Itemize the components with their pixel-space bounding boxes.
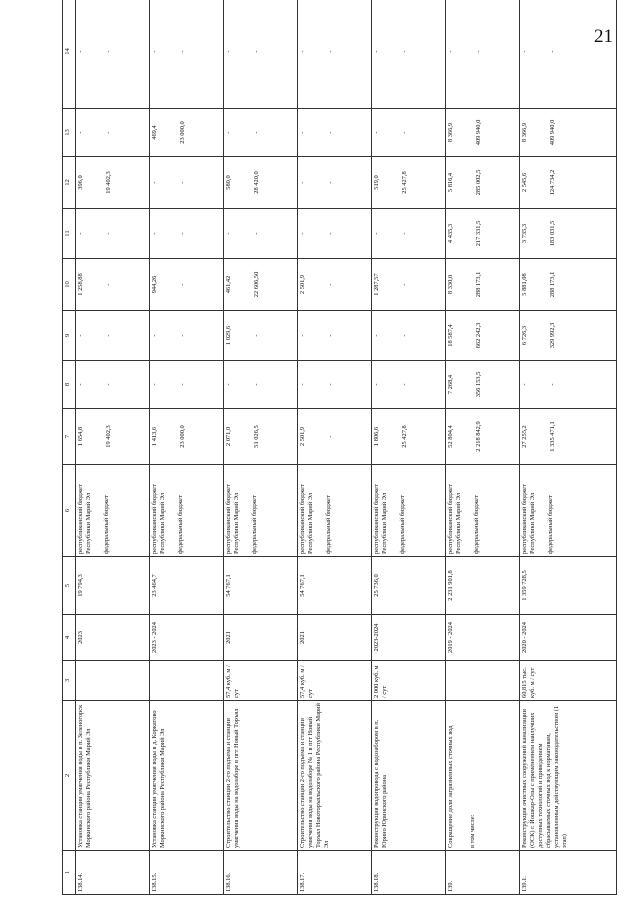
funding-value: - (299, 383, 307, 386)
value-cell (372, 361, 446, 409)
funding-value: 662 242,3 (475, 322, 483, 349)
funding-value: - (327, 181, 335, 184)
funding-value: - (549, 50, 557, 53)
funding-value: 5 881,08 (521, 273, 529, 296)
funding-value: 51 026,5 (253, 425, 261, 448)
funding-value: - (77, 383, 84, 386)
funding-value: - (401, 283, 409, 286)
funding-value: 285 002,5 (475, 169, 483, 196)
value-cell (372, 0, 446, 109)
funding-value: - (327, 131, 335, 134)
funding-value: - (105, 232, 112, 235)
value-cell (520, 259, 617, 311)
value-cell (520, 409, 617, 465)
value-cell (298, 157, 372, 209)
funding-value: 3 735,3 (521, 223, 529, 244)
value-cell (372, 311, 446, 361)
funding-value: - (373, 232, 381, 235)
col-header: 13 (63, 109, 76, 157)
funding-value: - (77, 334, 84, 337)
funding-value: - (105, 131, 112, 134)
row-capacity: 57,4 куб. м / сут (224, 661, 298, 701)
row-capacity (150, 661, 224, 701)
funding-value: 19 402,3 (105, 425, 112, 448)
funding-value: - (373, 383, 381, 386)
value-cell (446, 361, 520, 409)
row-capacity (446, 661, 520, 701)
row-name (298, 701, 372, 851)
value-cell (150, 157, 224, 209)
row-name (446, 701, 520, 851)
funding-value: 1 029,6 (225, 325, 233, 346)
value-cell (520, 0, 617, 109)
row-capacity (76, 661, 150, 701)
funding-source-label: федеральный бюджет (547, 495, 555, 554)
value-cell (76, 0, 150, 109)
table-row (520, 0, 617, 895)
funding-value: 409 940,0 (475, 119, 483, 146)
funding-source-label: республиканский бюджет Республики Марий Эл (151, 484, 167, 554)
funding-value: 23 000,0 (179, 425, 187, 448)
funding-value: 2 501,9 (299, 274, 307, 295)
col-header: 7 (63, 409, 76, 465)
funding-value: - (401, 334, 409, 337)
value-cell (224, 109, 298, 157)
col-header: 8 (63, 361, 76, 409)
funding-value: - (299, 334, 307, 337)
funding-value: - (151, 232, 159, 235)
funding-value: - (253, 50, 261, 53)
value-cell (298, 409, 372, 465)
value-cell (150, 109, 224, 157)
funding-value: 25 427,8 (401, 171, 409, 194)
funding-value: 580,0 (225, 175, 233, 190)
funding-value: 8 366,9 (521, 122, 529, 143)
funding-value: - (373, 50, 381, 53)
funding-value: 356 153,5 (475, 371, 483, 398)
value-cell (76, 109, 150, 157)
funding-value: - (327, 283, 335, 286)
funding-value: - (549, 383, 557, 386)
value-cell (150, 409, 224, 465)
funding-value: 519,0 (373, 175, 381, 190)
funding-value: 1 258,88 (77, 273, 84, 296)
row-total: 25 736,0 (372, 557, 446, 615)
table-row (224, 0, 298, 895)
row-name (150, 701, 224, 851)
table-row (298, 0, 372, 895)
funding-value: 1 654,8 (77, 426, 84, 447)
funding-source-label: федеральный бюджет (103, 495, 110, 554)
col-header: 14 (63, 0, 76, 109)
funding-source-label: федеральный бюджет (473, 495, 481, 554)
funding-value: 18 587,4 (447, 324, 455, 347)
value-cell (76, 157, 150, 209)
funding-value: - (299, 181, 307, 184)
funding-value: 52 804,4 (447, 425, 455, 448)
value-cell (446, 409, 520, 465)
col-header: 5 (63, 557, 76, 615)
row-sources (298, 465, 372, 557)
row-extra-text: в том числе: (469, 814, 477, 848)
row-name-text: Строительство станции 2-го подъема и станции умягчения воды на водозаборе № 1 в пгт Новый Торъял Новоторъяльского района Республики Марий Эл (299, 703, 331, 848)
funding-value: 6 726,3 (521, 325, 529, 346)
row-sources (446, 465, 520, 557)
col-header: 10 (63, 259, 76, 311)
funding-value: 28 420,0 (253, 171, 261, 194)
value-cell (298, 361, 372, 409)
funding-value: 2 071,0 (225, 426, 233, 447)
value-cell (372, 259, 446, 311)
funding-source-label: федеральный бюджет (177, 495, 185, 554)
value-cell (372, 209, 446, 259)
funding-value: 8 330,0 (447, 274, 455, 295)
value-cell (224, 209, 298, 259)
funding-source-label: республиканский бюджет Республики Марий Эл (373, 484, 389, 554)
funding-value: - (105, 283, 112, 286)
row-capacity: 2 000 куб. м / сут (372, 661, 446, 701)
funding-value: 2 501,9 (299, 426, 307, 447)
funding-value: - (521, 383, 529, 386)
value-cell (224, 259, 298, 311)
value-cell (372, 409, 446, 465)
row-name (76, 701, 150, 851)
value-cell (520, 209, 617, 259)
row-total: 19 794,3 (76, 557, 150, 615)
funding-source-label: республиканский бюджет Республики Марий Эл (225, 484, 241, 554)
funding-source-label: федеральный бюджет (399, 495, 407, 554)
col-header: 1 (63, 851, 76, 895)
col-header: 12 (63, 157, 76, 209)
value-cell (520, 361, 617, 409)
value-cell (76, 409, 150, 465)
funding-value: - (299, 131, 307, 134)
funding-value: 8 366,9 (447, 122, 455, 143)
row-name-text: Строительство станции 2-го подъема и станции умягчения воды на водозаборе в пгт Новый Торъял (225, 708, 241, 848)
funding-value: - (327, 232, 335, 235)
row-number: 139.1. (520, 851, 617, 895)
funding-value: 23 000,0 (179, 121, 187, 144)
value-cell (76, 259, 150, 311)
table-row (76, 0, 150, 895)
row-total: 54 767,1 (224, 557, 298, 615)
value-cell (76, 361, 150, 409)
row-period: 2023 (76, 615, 150, 661)
column-number-row (63, 0, 76, 895)
funding-value: - (521, 50, 529, 53)
funding-value: - (151, 50, 159, 53)
table-row (446, 0, 520, 895)
value-cell (150, 259, 224, 311)
funding-value: - (225, 50, 233, 53)
col-header: 9 (63, 311, 76, 361)
funding-value: - (151, 181, 159, 184)
row-number: 138.18. (372, 851, 446, 895)
col-header: 11 (63, 209, 76, 259)
value-cell (298, 209, 372, 259)
value-cell (224, 0, 298, 109)
funding-value: - (447, 50, 455, 53)
value-cell (298, 311, 372, 361)
funding-value: - (299, 50, 307, 53)
col-header: 6 (63, 465, 76, 557)
funding-value: 7 268,4 (447, 374, 455, 395)
value-cell (224, 157, 298, 209)
row-name-text: Реконструкция водопровода с водозабором в п. Юрино Юринского района (373, 719, 389, 848)
funding-value: - (225, 131, 233, 134)
value-cell (150, 361, 224, 409)
row-number: 138.15. (150, 851, 224, 895)
row-number: 138.17. (298, 851, 372, 895)
funding-value: - (179, 232, 187, 235)
value-cell (446, 109, 520, 157)
row-sources (520, 465, 617, 557)
value-cell (446, 0, 520, 109)
row-number: 138.14. (76, 851, 150, 895)
value-cell (446, 259, 520, 311)
col-header: 2 (63, 701, 76, 851)
funding-source-label: федеральный бюджет (325, 495, 333, 554)
funding-source-label: федеральный бюджет (251, 495, 259, 554)
funding-value: - (151, 383, 159, 386)
funding-source-label: республиканский бюджет Республики Марий Эл (447, 484, 463, 554)
funding-value: - (77, 232, 84, 235)
funding-value: - (179, 50, 187, 53)
value-cell (520, 311, 617, 361)
funding-value: - (179, 283, 187, 286)
funding-value: - (401, 383, 409, 386)
funding-value: - (253, 383, 261, 386)
row-name-text: Установка станции умягчения воды в п. Зеленогорск Моркинского района Республики Марий Эл (77, 704, 92, 848)
value-cell (372, 109, 446, 157)
row-total: 23 464,7 (150, 557, 224, 615)
funding-value: - (253, 232, 261, 235)
row-period: 2023-2024 (372, 615, 446, 661)
funding-value: - (151, 334, 159, 337)
funding-value: 124 734,2 (549, 169, 557, 196)
row-name-text: Сокращение доли загрязненных сточных вод (447, 725, 455, 848)
row-period: 2021 (298, 615, 372, 661)
program-funding-table (62, 0, 617, 895)
funding-value: - (327, 50, 335, 53)
funding-value: 25 427,8 (401, 425, 409, 448)
funding-value: - (179, 334, 187, 337)
funding-value: - (401, 232, 409, 235)
funding-source-label: республиканский бюджет Республики Марий Эл (521, 484, 537, 554)
value-cell (446, 157, 520, 209)
funding-value: 183 031,5 (549, 220, 557, 247)
value-cell (150, 311, 224, 361)
funding-value: - (401, 50, 409, 53)
funding-value: 396,0 (77, 175, 84, 190)
funding-value: 4 435,3 (447, 223, 455, 244)
col-header: 4 (63, 615, 76, 661)
row-sources (76, 465, 150, 557)
funding-value: 329 992,3 (549, 322, 557, 349)
value-cell (224, 311, 298, 361)
row-name-text: Установка станции умягчения воды в д. Коркатово Моркинского района Республики Марий Эл (151, 710, 167, 848)
row-name (520, 701, 617, 851)
funding-value: - (253, 334, 261, 337)
value-cell (298, 109, 372, 157)
row-period: 2019 - 2024 (446, 615, 520, 661)
funding-value: - (327, 383, 335, 386)
funding-value: 27 255,2 (521, 425, 529, 448)
funding-value: - (299, 232, 307, 235)
funding-value: 288 173,1 (549, 271, 557, 298)
table-row (150, 0, 224, 895)
funding-value: 22 606,50 (253, 271, 261, 298)
funding-value: - (179, 383, 187, 386)
funding-value: 217 331,5 (475, 220, 483, 247)
value-cell (298, 259, 372, 311)
value-cell (520, 157, 617, 209)
funding-value: - (179, 181, 187, 184)
funding-value: - (475, 50, 483, 53)
row-period: 2020 - 2024 (520, 615, 617, 661)
value-cell (446, 311, 520, 361)
row-capacity: 57,4 куб. м / сут (298, 661, 372, 701)
row-total: 54 767,1 (298, 557, 372, 615)
value-cell (76, 209, 150, 259)
funding-value: 2 218 842,9 (475, 421, 483, 452)
funding-value: - (77, 131, 84, 134)
funding-value: 1 806,6 (373, 426, 381, 447)
funding-value: 461,42 (225, 275, 233, 294)
row-number: 138.16. (224, 851, 298, 895)
funding-value: 19 402,3 (105, 171, 112, 194)
funding-source-label: республиканский бюджет Республики Марий Эл (77, 484, 92, 554)
value-cell (520, 109, 617, 157)
rotated-table-container (62, 35, 617, 895)
funding-value: - (401, 131, 409, 134)
col-header: 3 (63, 661, 76, 701)
row-sources (150, 465, 224, 557)
funding-value: 469,4 (151, 125, 159, 140)
funding-value: 944,26 (151, 275, 159, 294)
value-cell (446, 209, 520, 259)
value-cell (224, 361, 298, 409)
funding-value: - (327, 435, 335, 438)
funding-value: 1 335 471,1 (549, 421, 557, 452)
row-name (372, 701, 446, 851)
funding-value: 1 413,6 (151, 426, 159, 447)
row-capacity: 60,815 тыс. куб. м / сут (520, 661, 617, 701)
value-cell (76, 311, 150, 361)
funding-value: - (105, 334, 112, 337)
funding-value: - (225, 232, 233, 235)
row-sources (224, 465, 298, 557)
funding-value: - (327, 334, 335, 337)
funding-value: 1 287,57 (373, 273, 381, 296)
funding-value: 5 816,4 (447, 172, 455, 193)
table-row (372, 0, 446, 895)
funding-value: - (105, 383, 112, 386)
row-total: 1 359 728,5 (520, 557, 617, 615)
row-sources (372, 465, 446, 557)
value-cell (298, 0, 372, 109)
page-number: 21 (594, 26, 613, 47)
funding-value: - (225, 383, 233, 386)
funding-value: - (373, 334, 381, 337)
row-total: 2 231 901,8 (446, 557, 520, 615)
value-cell (150, 0, 224, 109)
row-period: 2021 (224, 615, 298, 661)
funding-value: 288 173,1 (475, 271, 483, 298)
funding-value: - (105, 50, 112, 53)
funding-value: - (253, 131, 261, 134)
row-period: 2023 - 2024 (150, 615, 224, 661)
value-cell (224, 409, 298, 465)
funding-value: - (373, 131, 381, 134)
funding-value: 2 545,6 (521, 172, 529, 193)
row-name-text: Реконструкция очистных сооружений канализации (ОСК) г. Йошкар-Олы с применением наилучших доступных технологий и приведением сбрасываемых сточных вод к нормативам, установленным действующим законодательством (1 этап) (521, 705, 569, 848)
funding-value: 409 940,0 (549, 119, 557, 146)
funding-value: - (77, 50, 84, 53)
value-cell (150, 209, 224, 259)
funding-source-label: республиканский бюджет Республики Марий Эл (299, 484, 315, 554)
value-cell (372, 157, 446, 209)
row-number: 139. (446, 851, 520, 895)
row-name (224, 701, 298, 851)
